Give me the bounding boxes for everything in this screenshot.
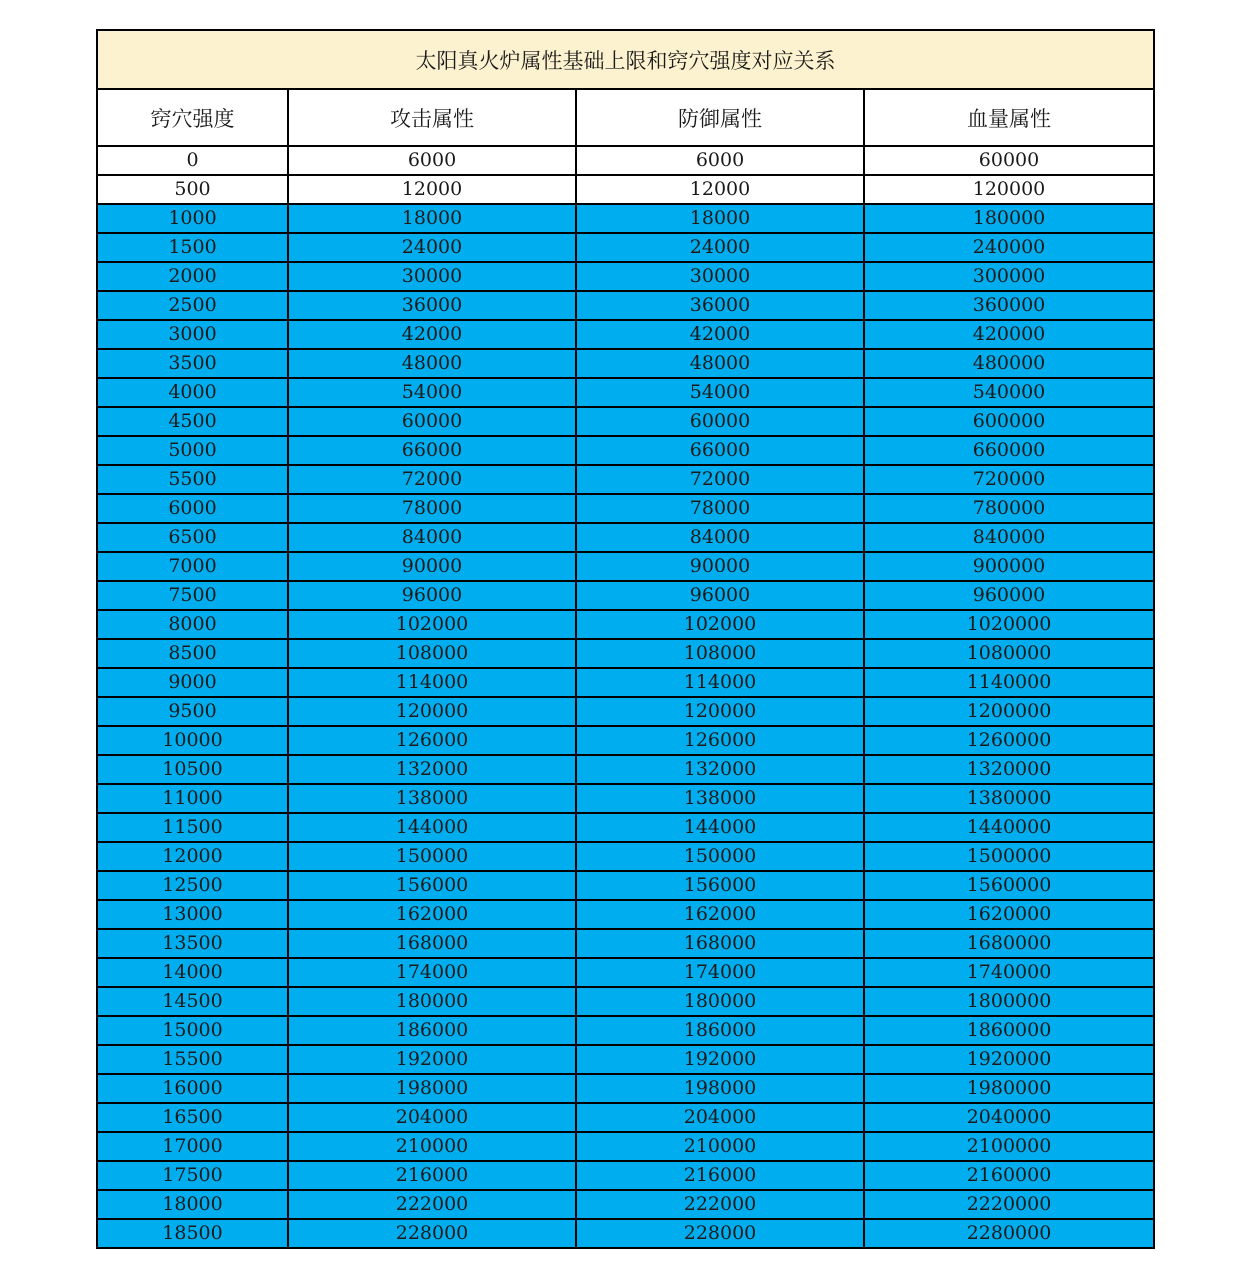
table-row [97, 755, 1154, 784]
table-row [97, 639, 1154, 668]
cell-acupoint-strength: 18000 [97, 1190, 288, 1219]
table-row [97, 175, 1154, 204]
cell-defense: 186000 [576, 1016, 864, 1045]
header-acupoint-strength: 窍穴强度 [97, 89, 288, 146]
cell-defense: 210000 [576, 1132, 864, 1161]
table-title-row [97, 30, 1154, 89]
cell-hp: 1860000 [864, 1016, 1154, 1045]
cell-attack: 42000 [288, 320, 576, 349]
cell-attack: 78000 [288, 494, 576, 523]
table-row [97, 349, 1154, 378]
cell-defense: 144000 [576, 813, 864, 842]
cell-defense: 204000 [576, 1103, 864, 1132]
table-row [97, 900, 1154, 929]
cell-hp: 2160000 [864, 1161, 1154, 1190]
cell-defense: 84000 [576, 523, 864, 552]
cell-defense: 24000 [576, 233, 864, 262]
cell-attack: 180000 [288, 987, 576, 1016]
cell-hp: 900000 [864, 552, 1154, 581]
cell-attack: 168000 [288, 929, 576, 958]
cell-defense: 162000 [576, 900, 864, 929]
cell-attack: 162000 [288, 900, 576, 929]
cell-acupoint-strength: 5500 [97, 465, 288, 494]
table-row [97, 726, 1154, 755]
table-title: 太阳真火炉属性基础上限和窍穴强度对应关系 [97, 30, 1154, 89]
cell-attack: 54000 [288, 378, 576, 407]
cell-hp: 960000 [864, 581, 1154, 610]
table-row [97, 581, 1154, 610]
cell-defense: 138000 [576, 784, 864, 813]
cell-attack: 114000 [288, 668, 576, 697]
table-row [97, 958, 1154, 987]
cell-acupoint-strength: 2000 [97, 262, 288, 291]
cell-attack: 102000 [288, 610, 576, 639]
attribute-table-sheet [96, 29, 1153, 1249]
table-row [97, 1190, 1154, 1219]
cell-acupoint-strength: 11000 [97, 784, 288, 813]
table-row [97, 784, 1154, 813]
cell-defense: 66000 [576, 436, 864, 465]
table-row [97, 233, 1154, 262]
cell-attack: 198000 [288, 1074, 576, 1103]
header-hp-attribute: 血量属性 [864, 89, 1154, 146]
cell-hp: 1440000 [864, 813, 1154, 842]
cell-hp: 1260000 [864, 726, 1154, 755]
cell-hp: 2220000 [864, 1190, 1154, 1219]
cell-acupoint-strength: 12500 [97, 871, 288, 900]
cell-hp: 2040000 [864, 1103, 1154, 1132]
cell-attack: 6000 [288, 146, 576, 175]
cell-hp: 120000 [864, 175, 1154, 204]
header-defense-attribute: 防御属性 [576, 89, 864, 146]
cell-defense: 198000 [576, 1074, 864, 1103]
cell-hp: 780000 [864, 494, 1154, 523]
cell-acupoint-strength: 17000 [97, 1132, 288, 1161]
cell-acupoint-strength: 14000 [97, 958, 288, 987]
cell-defense: 222000 [576, 1190, 864, 1219]
attribute-table [96, 29, 1155, 1249]
table-row [97, 407, 1154, 436]
cell-attack: 186000 [288, 1016, 576, 1045]
cell-hp: 360000 [864, 291, 1154, 320]
cell-defense: 102000 [576, 610, 864, 639]
cell-defense: 54000 [576, 378, 864, 407]
cell-attack: 18000 [288, 204, 576, 233]
cell-attack: 222000 [288, 1190, 576, 1219]
table-row [97, 465, 1154, 494]
cell-acupoint-strength: 16500 [97, 1103, 288, 1132]
cell-hp: 240000 [864, 233, 1154, 262]
cell-hp: 2100000 [864, 1132, 1154, 1161]
cell-defense: 174000 [576, 958, 864, 987]
cell-acupoint-strength: 18500 [97, 1219, 288, 1248]
cell-defense: 42000 [576, 320, 864, 349]
cell-acupoint-strength: 1000 [97, 204, 288, 233]
cell-acupoint-strength: 12000 [97, 842, 288, 871]
cell-hp: 1560000 [864, 871, 1154, 900]
table-row [97, 204, 1154, 233]
cell-hp: 660000 [864, 436, 1154, 465]
cell-acupoint-strength: 10000 [97, 726, 288, 755]
cell-acupoint-strength: 16000 [97, 1074, 288, 1103]
cell-defense: 216000 [576, 1161, 864, 1190]
cell-defense: 72000 [576, 465, 864, 494]
cell-attack: 72000 [288, 465, 576, 494]
cell-defense: 12000 [576, 175, 864, 204]
cell-acupoint-strength: 8000 [97, 610, 288, 639]
cell-attack: 156000 [288, 871, 576, 900]
cell-defense: 6000 [576, 146, 864, 175]
cell-defense: 78000 [576, 494, 864, 523]
cell-defense: 126000 [576, 726, 864, 755]
cell-hp: 1320000 [864, 755, 1154, 784]
cell-attack: 210000 [288, 1132, 576, 1161]
cell-attack: 126000 [288, 726, 576, 755]
cell-attack: 138000 [288, 784, 576, 813]
table-row [97, 1219, 1154, 1248]
cell-attack: 174000 [288, 958, 576, 987]
cell-attack: 12000 [288, 175, 576, 204]
cell-acupoint-strength: 4500 [97, 407, 288, 436]
cell-hp: 1620000 [864, 900, 1154, 929]
cell-defense: 114000 [576, 668, 864, 697]
cell-defense: 90000 [576, 552, 864, 581]
cell-defense: 60000 [576, 407, 864, 436]
cell-defense: 192000 [576, 1045, 864, 1074]
cell-acupoint-strength: 5000 [97, 436, 288, 465]
cell-defense: 180000 [576, 987, 864, 1016]
cell-defense: 168000 [576, 929, 864, 958]
cell-hp: 1740000 [864, 958, 1154, 987]
table-row [97, 871, 1154, 900]
cell-acupoint-strength: 7500 [97, 581, 288, 610]
cell-defense: 228000 [576, 1219, 864, 1248]
cell-hp: 1980000 [864, 1074, 1154, 1103]
cell-acupoint-strength: 8500 [97, 639, 288, 668]
cell-hp: 420000 [864, 320, 1154, 349]
cell-hp: 1920000 [864, 1045, 1154, 1074]
cell-attack: 66000 [288, 436, 576, 465]
table-row [97, 1074, 1154, 1103]
table-row [97, 146, 1154, 175]
cell-hp: 2280000 [864, 1219, 1154, 1248]
table-row [97, 1103, 1154, 1132]
table-row [97, 262, 1154, 291]
cell-attack: 36000 [288, 291, 576, 320]
table-row [97, 552, 1154, 581]
cell-acupoint-strength: 15000 [97, 1016, 288, 1045]
cell-acupoint-strength: 6000 [97, 494, 288, 523]
cell-hp: 480000 [864, 349, 1154, 378]
cell-hp: 1200000 [864, 697, 1154, 726]
cell-attack: 90000 [288, 552, 576, 581]
cell-attack: 84000 [288, 523, 576, 552]
cell-defense: 156000 [576, 871, 864, 900]
table-row [97, 929, 1154, 958]
cell-defense: 48000 [576, 349, 864, 378]
table-header-row [97, 89, 1154, 146]
cell-hp: 720000 [864, 465, 1154, 494]
cell-acupoint-strength: 4000 [97, 378, 288, 407]
cell-attack: 192000 [288, 1045, 576, 1074]
cell-hp: 180000 [864, 204, 1154, 233]
cell-defense: 36000 [576, 291, 864, 320]
cell-defense: 132000 [576, 755, 864, 784]
cell-acupoint-strength: 500 [97, 175, 288, 204]
table-row [97, 378, 1154, 407]
cell-defense: 18000 [576, 204, 864, 233]
table-row [97, 523, 1154, 552]
cell-defense: 30000 [576, 262, 864, 291]
cell-hp: 1500000 [864, 842, 1154, 871]
table-row [97, 494, 1154, 523]
table-row [97, 1045, 1154, 1074]
cell-attack: 150000 [288, 842, 576, 871]
cell-hp: 1380000 [864, 784, 1154, 813]
cell-hp: 1800000 [864, 987, 1154, 1016]
cell-hp: 1080000 [864, 639, 1154, 668]
table-row [97, 610, 1154, 639]
cell-hp: 600000 [864, 407, 1154, 436]
cell-attack: 30000 [288, 262, 576, 291]
cell-acupoint-strength: 3500 [97, 349, 288, 378]
cell-defense: 108000 [576, 639, 864, 668]
cell-acupoint-strength: 13000 [97, 900, 288, 929]
cell-acupoint-strength: 3000 [97, 320, 288, 349]
cell-hp: 60000 [864, 146, 1154, 175]
cell-hp: 1140000 [864, 668, 1154, 697]
cell-hp: 1680000 [864, 929, 1154, 958]
table-row [97, 1016, 1154, 1045]
cell-acupoint-strength: 14500 [97, 987, 288, 1016]
cell-attack: 108000 [288, 639, 576, 668]
table-row [97, 987, 1154, 1016]
cell-defense: 150000 [576, 842, 864, 871]
cell-acupoint-strength: 13500 [97, 929, 288, 958]
cell-defense: 96000 [576, 581, 864, 610]
cell-acupoint-strength: 9000 [97, 668, 288, 697]
cell-attack: 48000 [288, 349, 576, 378]
cell-hp: 840000 [864, 523, 1154, 552]
cell-acupoint-strength: 2500 [97, 291, 288, 320]
cell-attack: 60000 [288, 407, 576, 436]
cell-acupoint-strength: 6500 [97, 523, 288, 552]
table-body [97, 146, 1154, 1248]
table-row [97, 291, 1154, 320]
cell-attack: 204000 [288, 1103, 576, 1132]
cell-acupoint-strength: 9500 [97, 697, 288, 726]
cell-attack: 120000 [288, 697, 576, 726]
cell-acupoint-strength: 15500 [97, 1045, 288, 1074]
cell-attack: 216000 [288, 1161, 576, 1190]
cell-acupoint-strength: 17500 [97, 1161, 288, 1190]
table-row [97, 668, 1154, 697]
table-row [97, 1161, 1154, 1190]
table-row [97, 813, 1154, 842]
cell-attack: 96000 [288, 581, 576, 610]
cell-attack: 144000 [288, 813, 576, 842]
cell-hp: 300000 [864, 262, 1154, 291]
cell-attack: 228000 [288, 1219, 576, 1248]
cell-acupoint-strength: 10500 [97, 755, 288, 784]
table-row [97, 697, 1154, 726]
table-row [97, 320, 1154, 349]
cell-hp: 540000 [864, 378, 1154, 407]
table-row [97, 436, 1154, 465]
table-row [97, 842, 1154, 871]
cell-acupoint-strength: 1500 [97, 233, 288, 262]
cell-acupoint-strength: 7000 [97, 552, 288, 581]
cell-attack: 24000 [288, 233, 576, 262]
header-attack-attribute: 攻击属性 [288, 89, 576, 146]
cell-attack: 132000 [288, 755, 576, 784]
cell-hp: 1020000 [864, 610, 1154, 639]
cell-acupoint-strength: 0 [97, 146, 288, 175]
cell-acupoint-strength: 11500 [97, 813, 288, 842]
table-row [97, 1132, 1154, 1161]
cell-defense: 120000 [576, 697, 864, 726]
